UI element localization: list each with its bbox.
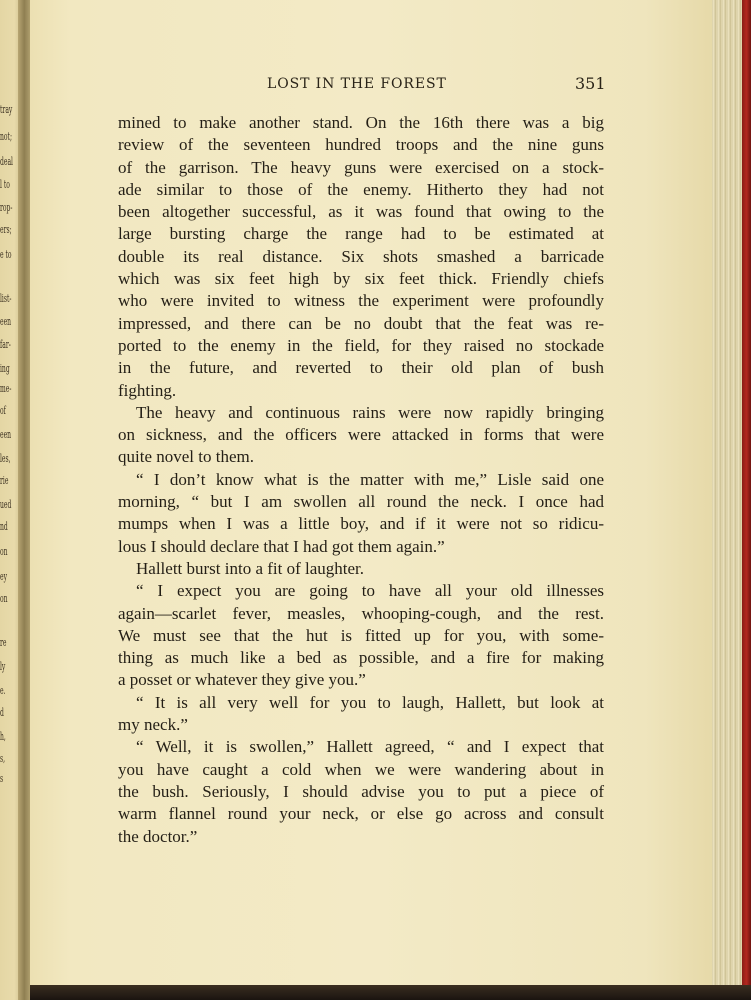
text-line: the bush. Seriously, I should advise you to put a piece of [118,781,604,801]
left-page-fragment: re [0,636,7,649]
text-line: large bursting charge the range had to be estimated at [118,224,604,244]
text-line: on sickness, and the officers were attacked in forms that were [118,425,604,445]
book-page [30,0,714,985]
left-page-fragment: e. [0,684,6,697]
text-line: of the garrison. The heavy guns were exercised on a stock- [118,157,604,177]
left-page-fragment: h, [0,730,6,743]
text-line: which was six feet high by six feet thick. Friendly chiefs [118,269,604,289]
left-page-fragment: on [0,592,8,605]
left-page-fragment: ers; [0,223,12,236]
text-line: “ It is all very well for you to laugh, Hallett, but look at [136,692,604,712]
left-page-fragment: not; [0,130,13,143]
left-page-fragment: nd [0,520,8,533]
left-page-fragment: me- [0,382,12,395]
text-line: review of the seventeen hundred troops and the nine guns [118,135,604,155]
left-page-fragment: ued [0,498,12,511]
left-page-fragment: l to [0,178,10,191]
left-page-fragment: rop- [0,201,13,214]
text-line: ported to the enemy in the field, for they raised no stockade [118,335,604,355]
text-line: thing as much like a bed as possible, and a fire for making [118,648,604,668]
cover-edge [742,0,751,1000]
text-line: who were invited to witness the experiment were profoundly [118,291,604,311]
bottom-shadow [30,985,751,1000]
text-line: you have caught a cold when we were wandering about in [118,759,604,779]
left-page-fragment: rie [0,474,9,487]
text-line: double its real distance. Six shots smashed a barricade [118,246,604,266]
left-page-fragment: list- [0,292,12,305]
body-text [118,112,604,848]
left-page-fragment: een [0,315,12,328]
text-line: “ I expect you are going to have all your old illnesses [136,581,604,601]
text-line: lous I should declare that I had got them again.” [118,536,445,556]
text-line: ade similar to those of the enemy. Hitherto they had not [118,179,604,199]
left-page-fragment: ly [0,660,6,673]
text-line: “ Well, it is swollen,” Hallett agreed, “ and I expect that [136,737,604,757]
text-line: We must see that the hut is fitted up for you, with some- [118,625,604,645]
left-page-fragment: tray [0,103,13,116]
left-page-fragment: deal [0,155,14,168]
text-line: The heavy and continuous rains were now rapidly bringing [136,402,604,422]
running-head [30,76,714,100]
text-line: again—scarlet fever, measles, whooping-cough, and the rest. [118,603,604,623]
left-page-fragment: d [0,706,4,719]
text-line: the doctor.” [118,826,198,846]
text-line: morning, “ but I am swollen all round the neck. I once had [118,492,604,512]
text-line: quite novel to them. [118,447,254,467]
left-page-fragment: of [0,404,6,417]
text-line: fighting. [118,380,177,400]
left-page-fragment: ing [0,362,10,375]
text-line: warm flannel round your neck, or else go across and consult [118,804,604,824]
left-page-fragment: les, [0,452,11,465]
left-page-fragment: on [0,545,8,558]
text-line: my neck.” [118,715,188,735]
text-line: Hallett burst into a fit of laughter. [136,558,365,578]
left-page-fragment: s [0,772,4,785]
text-line: impressed, and there can be no doubt that the feat was re- [118,313,604,333]
text-line: been altogether successful, as it was found that owing to the [118,202,604,222]
left-page-fragment: far- [0,338,11,351]
text-line: mined to make another stand. On the 16th there was a big [118,113,604,132]
left-page-fragment: s, [0,752,6,765]
left-page-fragment: een [0,428,12,441]
text-line: in the future, and reverted to their old plan of bush [118,358,604,378]
text-line: “ I don’t know what is the matter with me,” Lisle said one [136,469,604,489]
page-number: 351 [575,74,606,93]
left-page-fragment: ey [0,570,8,583]
running-head-title: LOST IN THE FOREST [267,76,447,92]
text-line: mumps when I was a little boy, and if it were not so ridicu- [118,514,604,534]
text-line: a posset or whatever they give you.” [118,670,366,690]
left-page-fragment: e to [0,248,12,261]
